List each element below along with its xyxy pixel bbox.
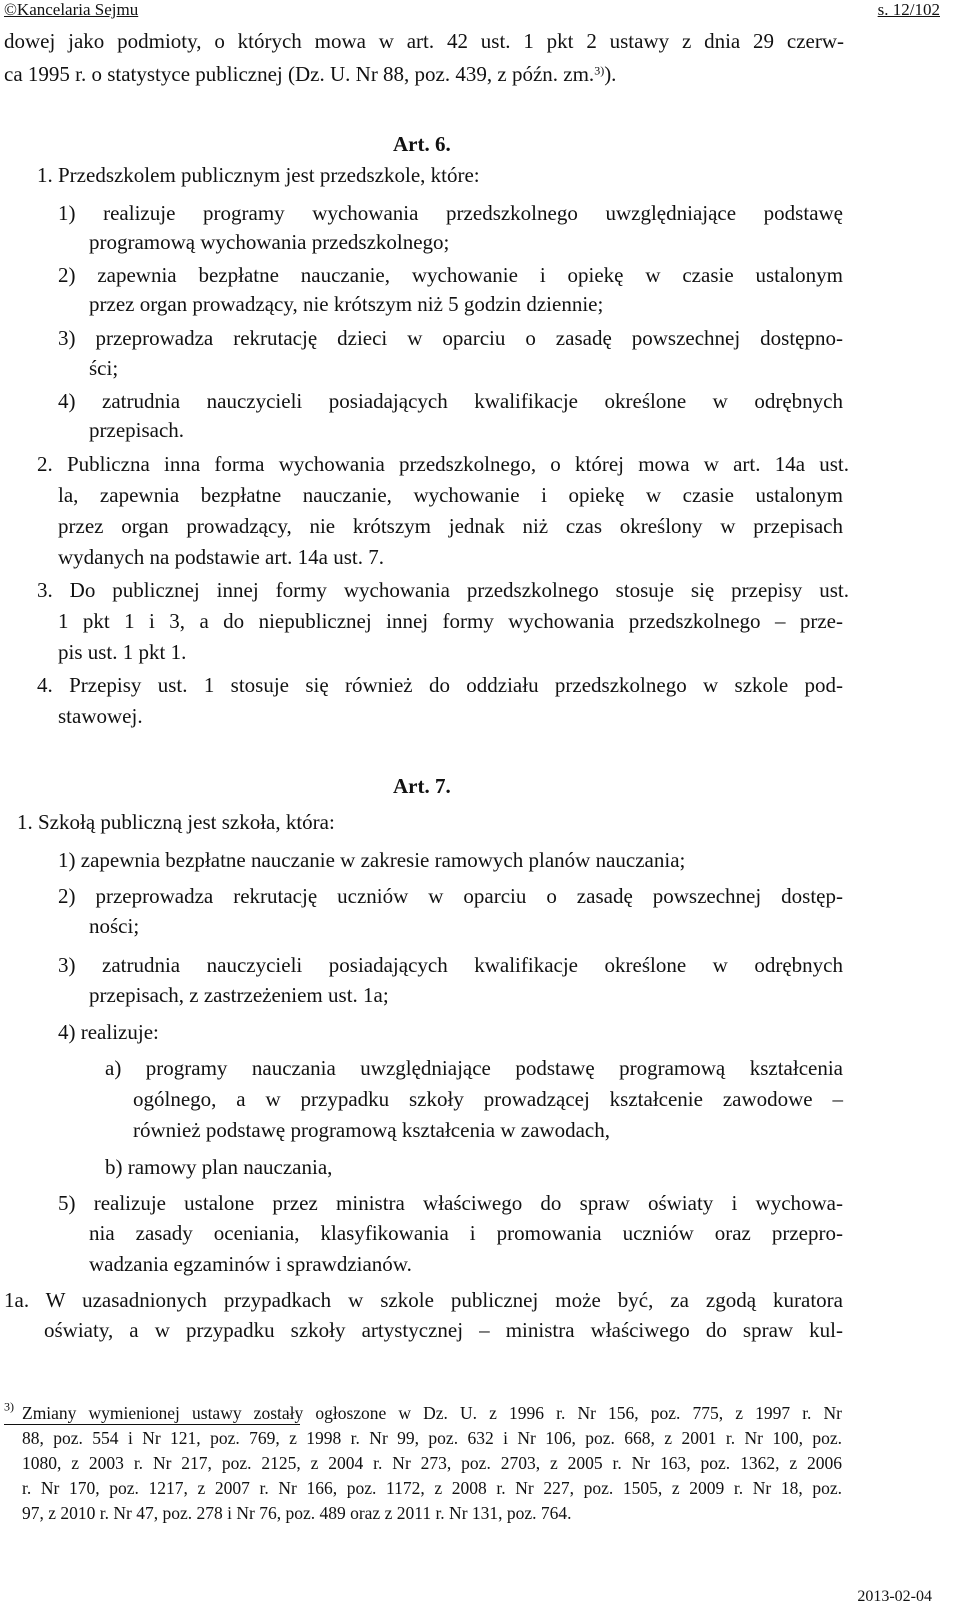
art7-item-2-line-1: 2) przeprowadza rekrutację uczniów w oparciu o zasadę powszechnej dostęp-: [58, 884, 843, 908]
art6-para-2-line-1: 2. Publiczna inna forma wychowania przedszkolnego, o której mowa w art. 14a ust.: [37, 452, 849, 476]
page-number: s. 12/102: [877, 0, 940, 19]
art7-para-1: 1. Szkołą publiczną jest szkoła, która:: [17, 810, 335, 834]
art7-item-1: 1) zapewnia bezpłatne nauczanie w zakresie ramowych planów nauczania;: [58, 848, 686, 872]
art6-para-2-line-4: wydanych na podstawie art. 14a ust. 7.: [58, 545, 385, 569]
art7-item-5-line-3: wadzania egzaminów i sprawdzianów.: [89, 1252, 412, 1276]
intro-text: ca 1995 r. o statystyce publicznej (Dz. U. Nr 88, poz. 439, z późn. zm.: [4, 62, 595, 86]
art6-item-2-line-2: przez organ prowadzący, nie krótszym niż 5 godzin dziennie;: [89, 292, 604, 316]
footnote-line-5: 97, z 2010 r. Nr 47, poz. 278 i Nr 76, poz. 489 oraz z 2011 r. Nr 131, poz. 764.: [22, 1503, 572, 1523]
art7-item-3-line-1: 3) zatrudnia nauczycieli posiadających kwalifikacje określone w odrębnych: [58, 953, 843, 977]
art7-item-4: 4) realizuje:: [58, 1020, 159, 1044]
art6-item-1-line-1: 1) realizuje programy wychowania przedszkolnego uwzględniające podstawę: [58, 201, 843, 225]
footnote-ref: 3): [594, 63, 605, 78]
art7-item-4a-line-3: również podstawę programową kształcenia w zawodach,: [133, 1118, 610, 1142]
art6-item-1-line-2: programową wychowania przedszkolnego;: [89, 230, 450, 254]
art6-para-3-line-2: 1 pkt 1 i 3, a do niepublicznej innej formy wychowania przedszkolnego – prze-: [58, 609, 843, 633]
art7-item-4b: b) ramowy plan nauczania,: [105, 1155, 333, 1179]
art6-para-2-line-3: przez organ prowadzący, nie krótszym jednak niż czas określony w przepisach: [58, 514, 843, 538]
footnote-line-2: 88, poz. 554 i Nr 121, poz. 769, z 1998 r. Nr 99, poz. 632 i Nr 106, poz. 668, z 2001 r. Nr 100, poz.: [22, 1428, 842, 1448]
footnote-3: [4, 1401, 14, 1422]
footnote-marker: 3): [4, 1399, 14, 1414]
footnote-separator: [4, 1424, 300, 1425]
art7-item-2-line-2: ności;: [89, 914, 140, 938]
art6-item-4-line-1: 4) zatrudnia nauczycieli posiadających kwalifikacje określone w odrębnych: [58, 389, 843, 413]
article-7-heading: Art. 7.: [393, 774, 451, 798]
art6-item-2-line-1: 2) zapewnia bezpłatne nauczanie, wychowanie i opiekę w czasie ustalonym: [58, 263, 843, 287]
footnote-line-3: 1080, z 2003 r. Nr 217, poz. 2125, z 2004 r. Nr 273, poz. 2703, z 2005 r. Nr 163, poz. 1362, z 2006: [22, 1453, 842, 1473]
footnote-line-1: Zmiany wymienionej ustawy zostały ogłoszone w Dz. U. z 1996 r. Nr 156, poz. 775, z 1997 r. Nr: [22, 1403, 842, 1423]
art6-item-4-line-2: przepisach.: [89, 418, 185, 442]
document-date: 2013-02-04: [857, 1588, 932, 1605]
art7-item-4a-line-1: a) programy nauczania uwzględniające podstawę programową kształcenia: [105, 1056, 843, 1080]
art7-item-4a-line-2: ogólnego, a w przypadku szkoły prowadzącej kształcenie zawodowe –: [133, 1087, 843, 1111]
art6-item-3-line-1: 3) przeprowadza rekrutację dzieci w oparciu o zasadę powszechnej dostępno-: [58, 326, 843, 350]
art7-para-1a-line-1: 1a. W uzasadnionych przypadkach w szkole publicznej może być, za zgodą kuratora: [4, 1288, 843, 1312]
art6-para-1: 1. Przedszkolem publicznym jest przedszkole, które:: [37, 163, 480, 187]
art6-item-3-line-2: ści;: [89, 356, 119, 380]
art6-para-2-line-2: la, zapewnia bezpłatne nauczanie, wychowanie i opiekę w czasie ustalonym: [58, 483, 843, 507]
intro-text-end: ).: [604, 62, 617, 86]
art6-para-3-line-1: 3. Do publicznej innej formy wychowania przedszkolnego stosuje się przepisy ust.: [37, 578, 849, 602]
article-6-heading: Art. 6.: [393, 132, 451, 156]
art7-item-5-line-2: nia zasady oceniania, klasyfikowania i promowania uczniów oraz przepro-: [89, 1221, 843, 1245]
intro-line-2: [4, 62, 616, 87]
art6-para-4-line-1: 4. Przepisy ust. 1 stosuje się również do oddziału przedszkolnego w szkole pod-: [37, 673, 843, 697]
art7-para-1a-line-2: oświaty, a w przypadku szkoły artystycznej – ministra właściwego do spraw kul-: [44, 1318, 843, 1342]
intro-line-1: dowej jako podmioty, o których mowa w art. 42 ust. 1 pkt 2 ustawy z dnia 29 czerw-: [4, 29, 844, 53]
art6-para-3-line-3: pis ust. 1 pkt 1.: [58, 640, 187, 664]
copyright-header: ©Kancelaria Sejmu: [4, 0, 139, 19]
art7-item-3-line-2: przepisach, z zastrzeżeniem ust. 1a;: [89, 983, 389, 1007]
art7-item-5-line-1: 5) realizuje ustalone przez ministra właściwego do spraw oświaty i wychowa-: [58, 1191, 843, 1215]
footnote-line-4: r. Nr 170, poz. 1217, z 2007 r. Nr 166, poz. 1172, z 2008 r. Nr 227, poz. 1505, z 2009 r. Nr 18, poz.: [22, 1478, 842, 1498]
art6-para-4-line-2: stawowej.: [58, 704, 143, 728]
